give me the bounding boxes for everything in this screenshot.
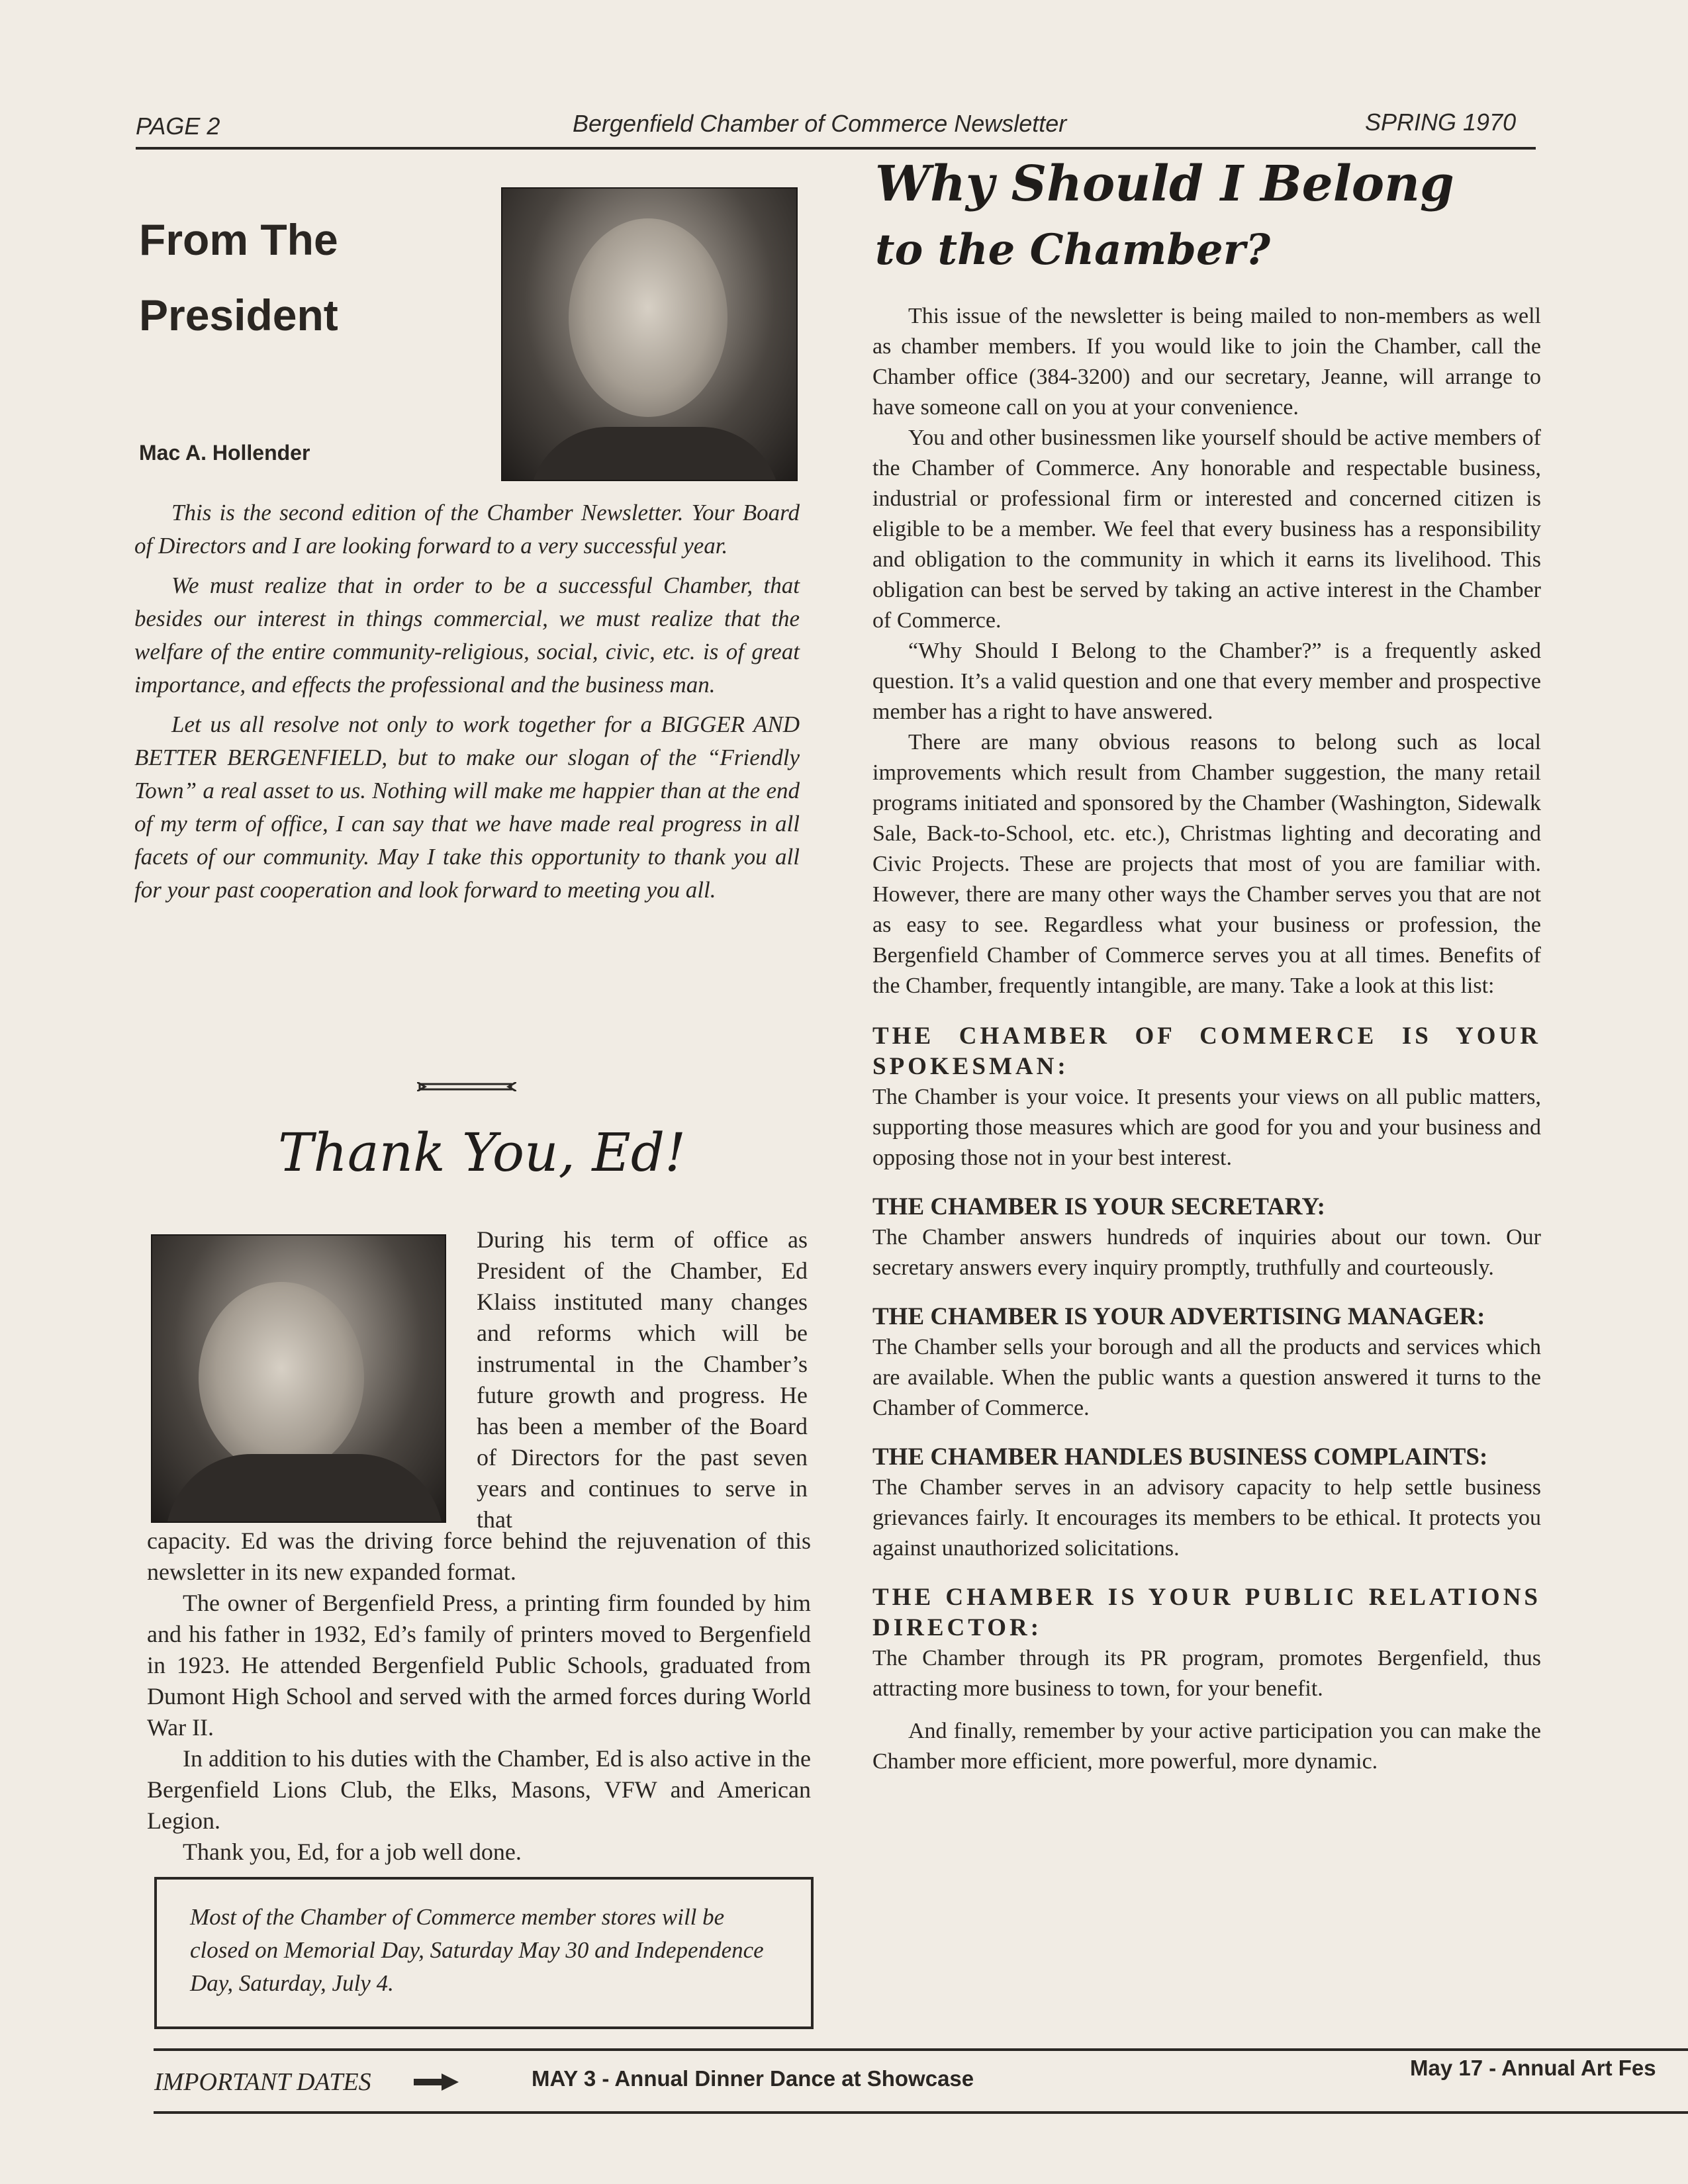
president-photo bbox=[501, 187, 798, 481]
arrow-right-icon bbox=[414, 2073, 459, 2091]
thanks-heading: Thank You, Ed! bbox=[278, 1122, 686, 1183]
footer-date-2: May 17 - Annual Art Fes bbox=[1410, 2056, 1656, 2080]
issue-date: SPRING 1970 bbox=[1365, 109, 1517, 136]
why-paragraph: This issue of the newsletter is being mailed to non-members as well as chamber members. If you would like to join the Chamber, call the Chamber office (384-3200) and our secretary, Jeanne, will arrange to have someone call on you at your convenience. bbox=[872, 304, 1541, 420]
president-paragraph: We must realize that in order to be a successful Chamber, that besides our interest in things commercial, we must realize that the welfare of the entire community-religious, social, civic, etc. is of great importance, and effects the professional and the business man. bbox=[134, 572, 800, 698]
why-paragraph: There are many obvious reasons to belong such as local improvements which result from Chamber suggestion, the many retail programs initiated and sponsored by the Chamber (Washington, Sidewalk Sale, Back-to-School, etc. etc.), Christmas lighting and decorating and Civic Projects. These are projects that most of you are familiar with. However, there are many other ways the Chamber serves you that are not as easy to see. Regardless what your business or profession, the Bergenfield Chamber of Commerce serves you at all times. Benefits of the Chamber, frequently intangible, are many. Take a look at this list: bbox=[872, 730, 1541, 998]
section-heading-spokesman: THE CHAMBER OF COMMERCE IS YOUR SPOKESMAN: bbox=[872, 1023, 1541, 1080]
president-heading-line1: From The bbox=[139, 215, 338, 264]
president-heading bbox=[139, 202, 483, 353]
thanks-paragraph: The owner of Bergenfield Press, a printing firm founded by him and his father in 1932, Ed’s family of printers moved to Bergenfield in 1923. He attended Bergenfield Public Schools, graduated from Dumont High School and served with the armed forces during World War II. bbox=[147, 1590, 811, 1741]
page-number: PAGE 2 bbox=[136, 113, 220, 140]
why-article bbox=[872, 301, 1541, 1777]
footer-rule-top bbox=[154, 2048, 1688, 2051]
president-message bbox=[134, 496, 800, 907]
divider-ornament bbox=[417, 1082, 516, 1091]
why-heading-line1: Why Should I Belong bbox=[875, 156, 1454, 212]
thanks-paragraph: In addition to his duties with the Chamber, Ed is also active in the Bergenfield Lions Club, the Elks, Masons, VFW and American Legion. bbox=[147, 1745, 811, 1834]
why-heading-line2: to the Chamber? bbox=[875, 225, 1270, 275]
thanks-wrap-text: During his term of office as President of the Chamber, Ed Klaiss instituted many changes and reforms which will be instrumental in the Chamber’s future growth and progress. He has been a member of the Board of Directors for the past seven years and continues to serve in that bbox=[477, 1226, 808, 1533]
important-dates-label: IMPORTANT DATES bbox=[154, 2068, 371, 2096]
section-text-secretary: The Chamber answers hundreds of inquiries about our town. Our secretary answers every inquiry promptly, truthfully and courteously. bbox=[872, 1225, 1541, 1280]
thanks-paragraph: capacity. Ed was the driving force behind the rejuvenation of this newsletter in its new expanded format. bbox=[147, 1527, 811, 1585]
why-closing: And finally, remember by your active participation you can make the Chamber more efficient, more powerful, more dynamic. bbox=[872, 1719, 1541, 1774]
thanks-body bbox=[147, 1525, 811, 1868]
president-byline: Mac A. Hollender bbox=[139, 441, 310, 465]
footer-date-1: MAY 3 - Annual Dinner Dance at Showcase bbox=[532, 2066, 974, 2091]
newsletter-title: Bergenfield Chamber of Commerce Newsletter bbox=[573, 110, 1067, 137]
section-heading-complaints: THE CHAMBER HANDLES BUSINESS COMPLAINTS: bbox=[872, 1443, 1488, 1471]
holiday-closing-text: Most of the Chamber of Commerce member stores will be closed on Memorial Day, Saturday May 30 and Independence Day, Saturday, July 4. bbox=[190, 1904, 764, 1996]
section-heading-public-relations: THE CHAMBER IS YOUR PUBLIC RELATIONS DIRECTOR: bbox=[872, 1584, 1541, 1641]
section-text-advertising: The Chamber sells your borough and all the products and services which are available. When the public wants a question answered it turns to the Chamber of Commerce. bbox=[872, 1335, 1541, 1420]
section-text-complaints: The Chamber serves in an advisory capacity to help settle business grievances fairly. It encourages its members to be ethical. It protects you against unauthorized solicitations. bbox=[872, 1475, 1541, 1561]
president-paragraph: This is the second edition of the Chamber Newsletter. Your Board of Directors and I are looking forward to a very successful year. bbox=[134, 500, 800, 559]
section-heading-advertising: THE CHAMBER IS YOUR ADVERTISING MANAGER: bbox=[872, 1303, 1485, 1330]
section-heading-secretary: THE CHAMBER IS YOUR SECRETARY: bbox=[872, 1193, 1325, 1220]
footer-rule-bottom bbox=[154, 2111, 1688, 2114]
ed-klaiss-photo bbox=[151, 1234, 446, 1523]
header-rule bbox=[136, 147, 1536, 150]
thanks-paragraph: Thank you, Ed, for a job well done. bbox=[183, 1839, 522, 1865]
section-text-public-relations: The Chamber through its PR program, promotes Bergenfield, thus attracting more business to town, for your benefit. bbox=[872, 1646, 1541, 1701]
president-heading-line2: President bbox=[139, 291, 338, 340]
why-paragraph: “Why Should I Belong to the Chamber?” is a frequently asked question. It’s a valid question and one that every member and prospective member has a right to have answered. bbox=[872, 639, 1541, 724]
section-text-spokesman: The Chamber is your voice. It presents your views on all public matters, supporting those measures which are good for you and your business and opposing those not in your best interest. bbox=[872, 1085, 1541, 1170]
president-paragraph: Let us all resolve not only to work together for a BIGGER AND BETTER BERGENFIELD, but to make our slogan of the “Friendly Town” a real asset to us. Nothing will make me happier than at the end of my term of office, I can say that we have made real progress in all facets of our community. May I take this opportunity to thank you all for your past cooperation and look forward to meeting you all. bbox=[134, 711, 800, 903]
why-paragraph: You and other businessmen like yourself should be active members of the Chamber of Commerce. Any honorable and respectable business, industrial or professional firm or interested and concerned citizen is eligible to be a member. We feel that every business has a responsibility and obligation to the community in which it earns its livelihood. This obligation can best be served by taking an active interest in the Chamber of Commerce. bbox=[872, 426, 1541, 633]
holiday-closing-box bbox=[154, 1877, 814, 2029]
